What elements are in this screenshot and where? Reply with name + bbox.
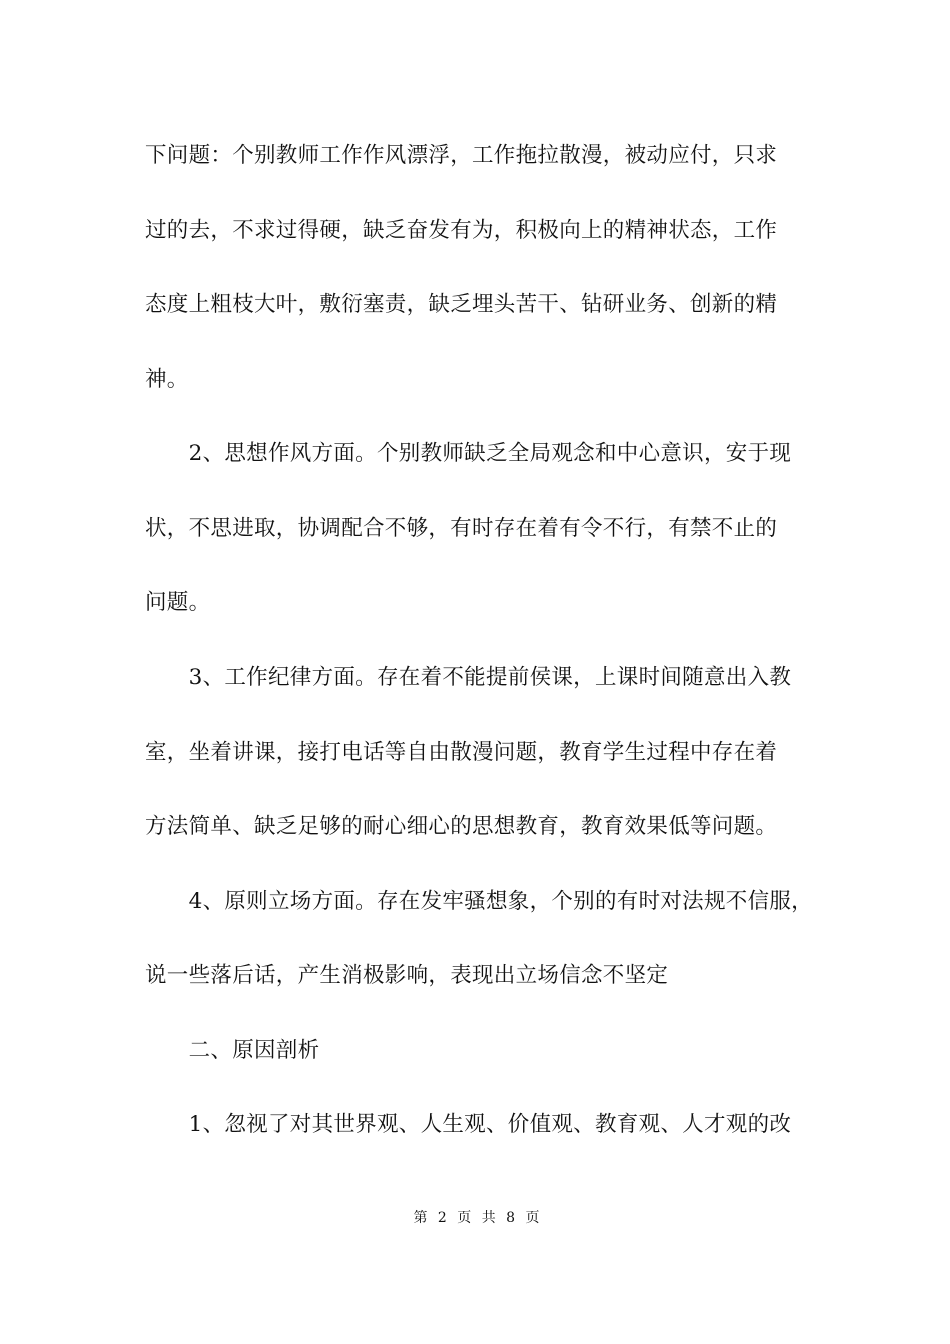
text-line: 说一些落后话，产生消极影响，表现出立场信念不坚定: [145, 963, 669, 988]
text-line: 态度上粗枝大叶，敷衍塞责，缺乏埋头苦干、钻研业务、创新的精: [145, 292, 778, 317]
text-line: 下问题：个别教师工作作风漂浮，工作拖拉散漫，被动应付，只求: [145, 143, 778, 168]
text-line: 状，不思进取，协调配合不够，有时存在着有令不行，有禁不止的: [145, 516, 778, 541]
text-line: 过的去，不求过得硬，缺乏奋发有为，积极向上的精神状态，工作: [145, 218, 778, 243]
text-line: 4、原则立场方面。存在发牢骚想象，个别的有时对法规不信服，: [145, 889, 813, 914]
text-line: 2、思想作风方面。个别教师缺乏全局观念和中心意识，安于现: [145, 441, 792, 466]
text-line: 3、工作纪律方面。存在着不能提前侯课，上课时间随意出入教: [145, 665, 792, 690]
text-line: 方法简单、缺乏足够的耐心细心的思想教育，教育效果低等问题。: [145, 814, 778, 839]
section-heading: 二、原因剖析: [145, 1038, 320, 1063]
text-line: 室，坐着讲课，接打电话等自由散漫问题，教育学生过程中存在着: [145, 740, 778, 765]
text-line: 问题。: [145, 590, 211, 615]
text-line: 1、忽视了对其世界观、人生观、价值观、教育观、人才观的改: [145, 1112, 792, 1137]
page-number-footer: 第 2 页 共 8 页: [413, 1210, 543, 1226]
text-line: 神。: [145, 367, 189, 392]
